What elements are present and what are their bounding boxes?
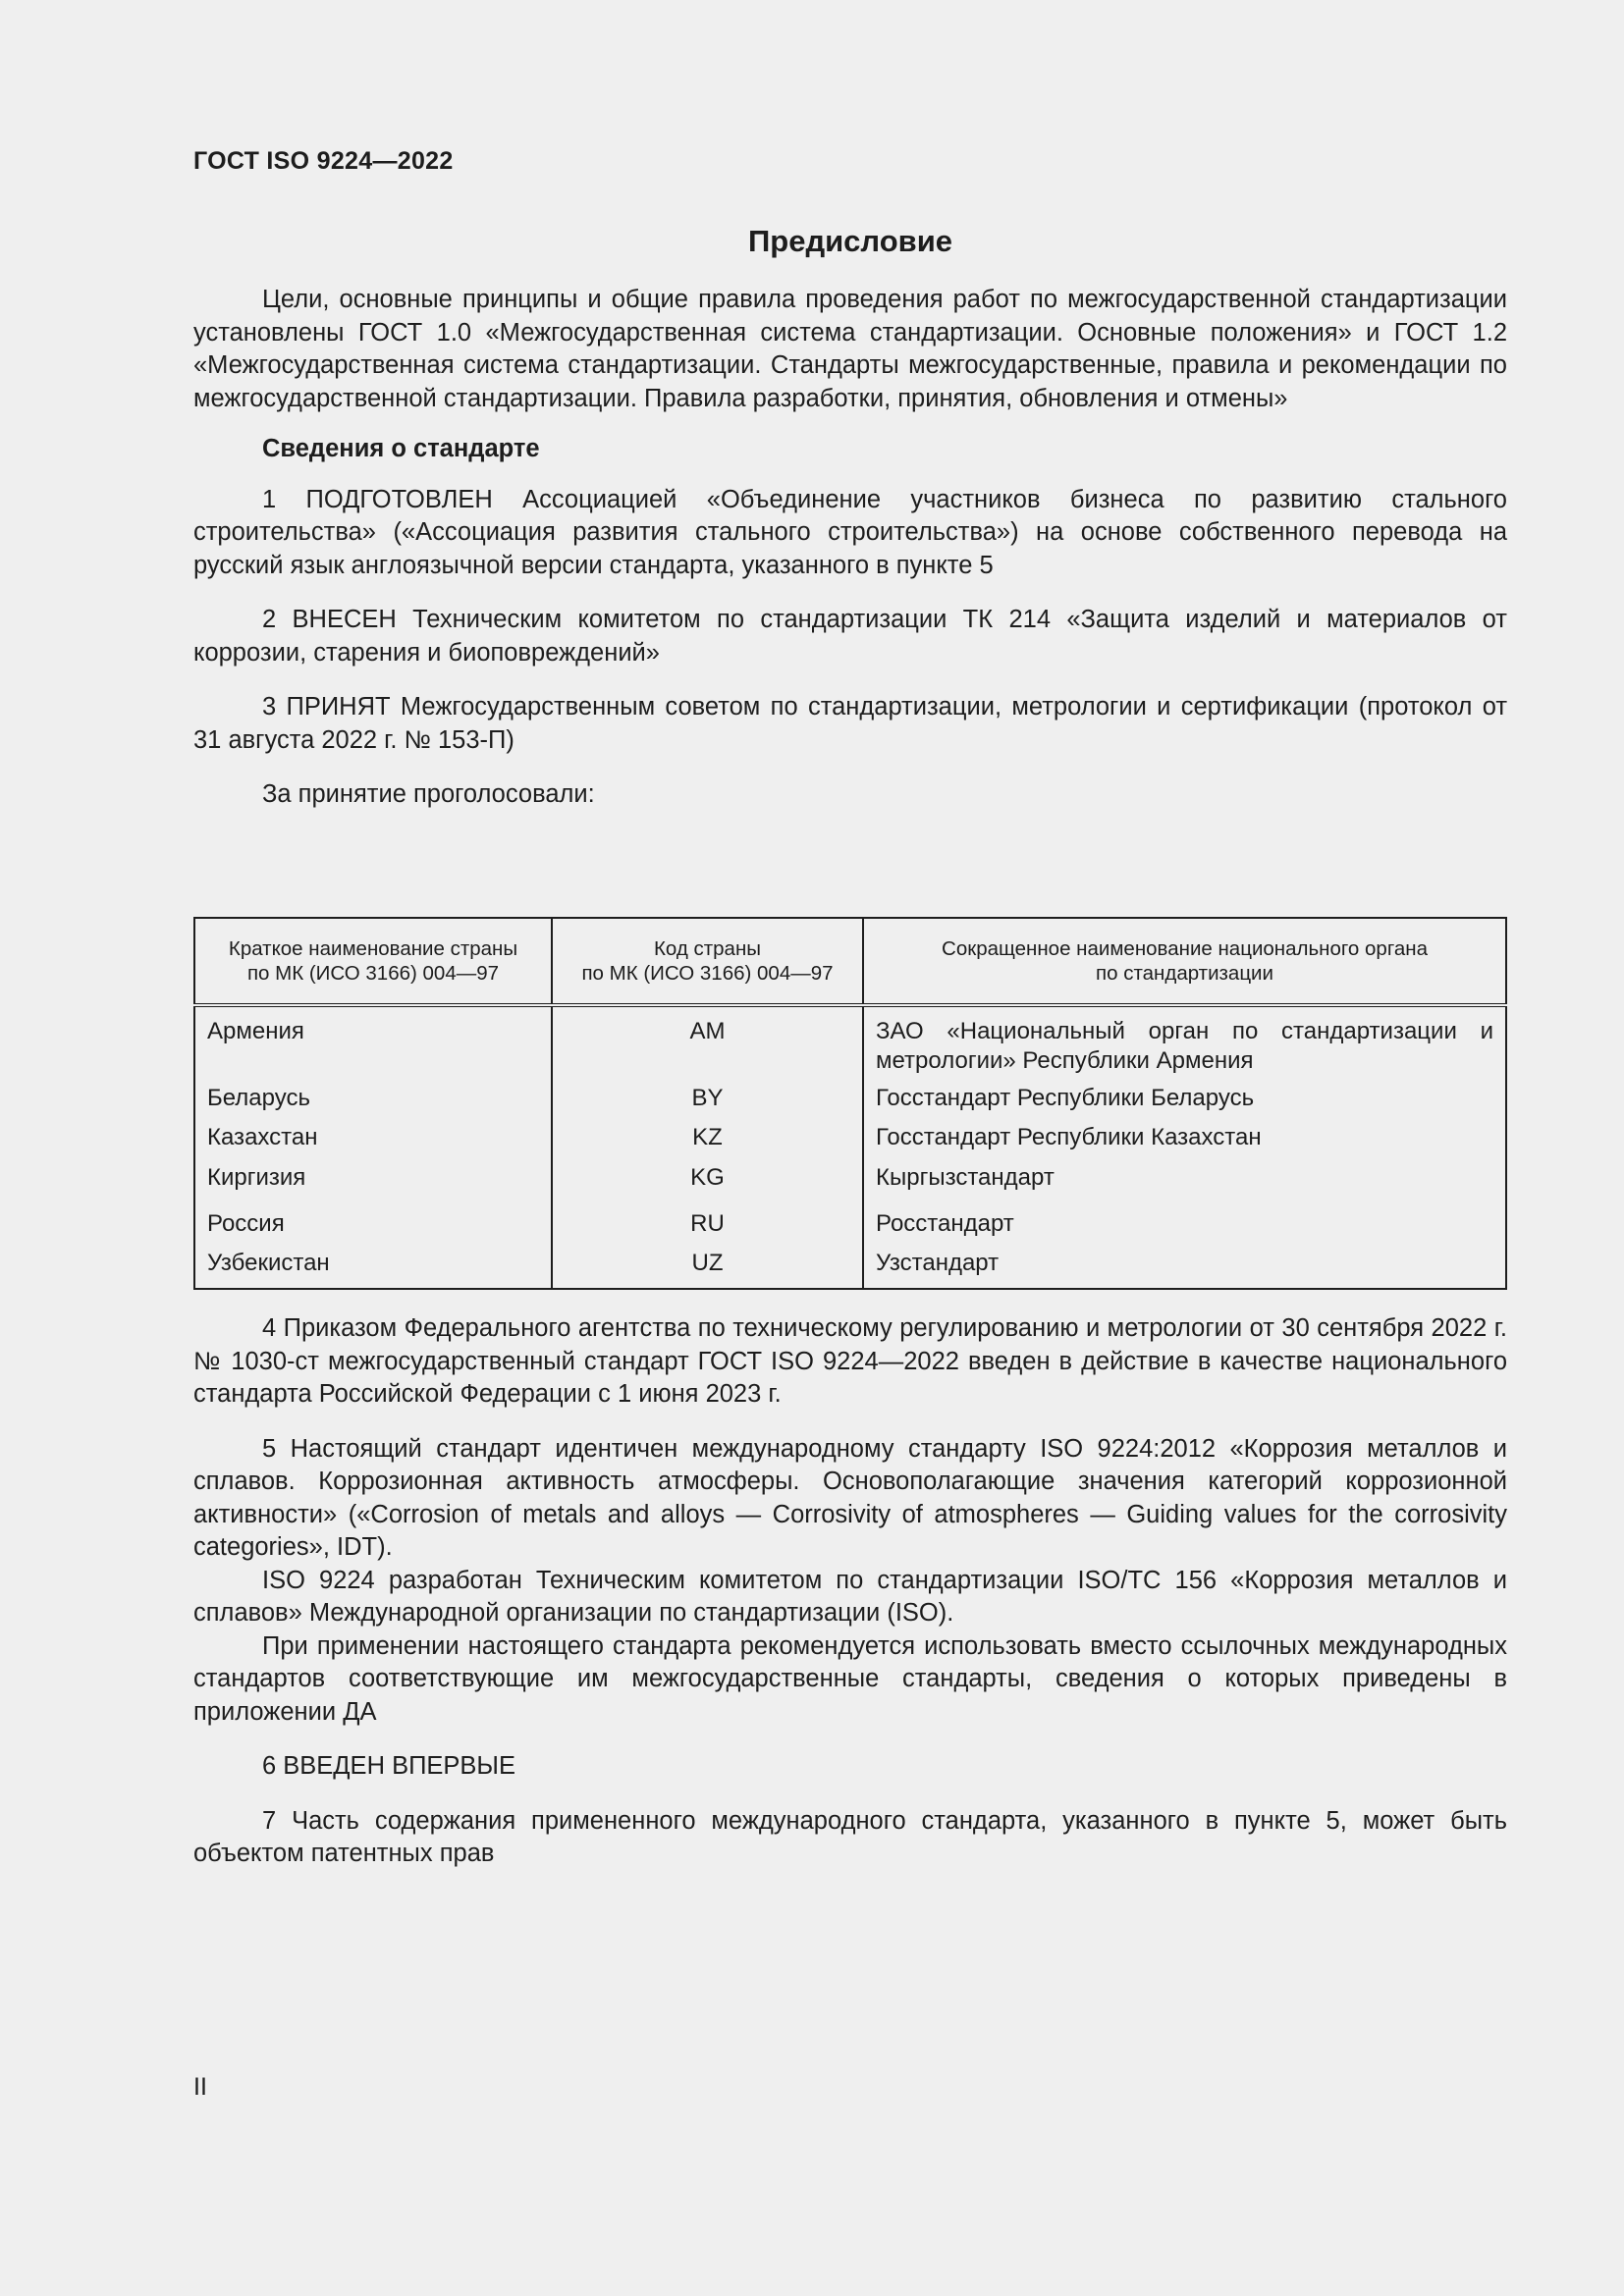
cell-code: RU (552, 1206, 863, 1246)
cell-standards-body: Кыргызстандарт (876, 1164, 1055, 1191)
section-subheading: Сведения о стандарте (262, 435, 540, 462)
vote-caption: За принятие проголосовали: (262, 780, 595, 808)
header-standards-body: Сокращенное наименование национального органа по стандартизации (863, 918, 1506, 1005)
document-code: ГОСТ ISO 9224—2022 (193, 147, 454, 175)
item-6-paragraph: 6 ВВЕДЕН ВПЕРВЫЕ (262, 1752, 516, 1780)
table-header-row (194, 918, 1506, 1005)
page-number: II (193, 2073, 207, 2101)
cell-country: Казахстан (194, 1120, 552, 1160)
cell-standards-body: Госстандарт Республики Беларусь (876, 1085, 1255, 1111)
cell-country: Киргизия (194, 1160, 552, 1206)
foreword-body-bottom (193, 1312, 1507, 1871)
cell-standards-body: Госстандарт Республики Казахстан (876, 1124, 1262, 1150)
cell-code: UZ (552, 1246, 863, 1289)
cell-code: AM (552, 1005, 863, 1081)
cell-standards-body: Узстандарт (876, 1250, 1000, 1276)
table-row (194, 1120, 1506, 1160)
cell-code: BY (552, 1081, 863, 1120)
item-3-paragraph: 3 ПРИНЯТ Межгосударственным советом по стандартизации, метрологии и сертификации (протокол от 31 августа 2022 г. № 153-П) (193, 693, 1507, 754)
cell-standards-body: Росстандарт (876, 1210, 1014, 1237)
cell-country: Армения (194, 1005, 552, 1081)
cell-code: KZ (552, 1120, 863, 1160)
cell-code: KG (552, 1160, 863, 1206)
table-row (194, 1005, 1506, 1081)
table-row (194, 1246, 1506, 1289)
item-2-paragraph: 2 ВНЕСЕН Техническим комитетом по стандартизации ТК 214 «Защита изделий и материалов от коррозии, старения и биоповреждений» (193, 606, 1507, 667)
foreword-body-top (193, 284, 1507, 812)
cell-standards-body: ЗАО «Национальный орган по стандартизации и метрологии» Республики Армения (876, 1018, 1493, 1074)
cell-country: Россия (194, 1206, 552, 1246)
item-4-paragraph: 4 Приказом Федерального агентства по техническому регулированию и метрологии от 30 сентября 2022 г. № 1030-ст межгосударственный стандарт ГОСТ ISO 9224—2022 введен в действие в качестве национального стандарта Российской Федерации с 1 июня 2023 г. (193, 1314, 1507, 1408)
item-7-paragraph: 7 Часть содержания примененного международного стандарта, указанного в пункте 5, может быть объектом патентных прав (193, 1806, 1507, 1867)
cell-country: Беларусь (194, 1081, 552, 1120)
item-5-references-paragraph: При применении настоящего стандарта рекомендуется использовать вместо ссылочных международных стандартов соответствующие им межгосударственные стандарты, сведения о которых приведены в приложении ДА (193, 1631, 1507, 1726)
table-row (194, 1160, 1506, 1206)
voting-countries-table (193, 917, 1507, 1290)
table-row (194, 1206, 1506, 1246)
item-5-iso-committee-paragraph: ISO 9224 разработан Техническим комитетом по стандартизации ISO/TC 156 «Коррозия металлов и сплавов» Международной организации по стандартизации (ISO). (193, 1566, 1507, 1627)
page-title: Предисловие (747, 224, 952, 258)
table-row (194, 1081, 1506, 1120)
cell-country: Узбекистан (194, 1246, 552, 1289)
header-country-code: Код страны по МК (ИСО 3166) 004—97 (552, 918, 863, 1005)
header-country-name: Краткое наименование страны по МК (ИСО 3166) 004—97 (194, 918, 552, 1005)
item-5-paragraph: 5 Настоящий стандарт идентичен международному стандарту ISO 9224:2012 «Коррозия металлов и сплавов. Коррозионная активность атмосферы. Основополагающие значения категорий коррозионной активности» («Corrosion of metals and alloys — Corrosivity of atmospheres — Guiding values for the corrosivity categories», IDT). (193, 1434, 1507, 1561)
intro-paragraph: Цели, основные принципы и общие правила проведения работ по межгосударственной стандартизации установлены ГОСТ 1.0 «Межгосударственная система стандартизации. Основные положения» и ГОСТ 1.2 «Межгосударственная система стандартизации. Стандарты межгосударственные, правила и рекомендации по межгосударственной стандартизации. Правила разработки, принятия, обновления и отмены» (193, 286, 1507, 412)
item-1-paragraph: 1 ПОДГОТОВЛЕН Ассоциацией «Объединение участников бизнеса по развитию стального строительства» («Ассоциация развития стального строительства») на основе собственного перевода на русский язык англоязычной версии стандарта, указанного в пункте 5 (193, 485, 1507, 579)
